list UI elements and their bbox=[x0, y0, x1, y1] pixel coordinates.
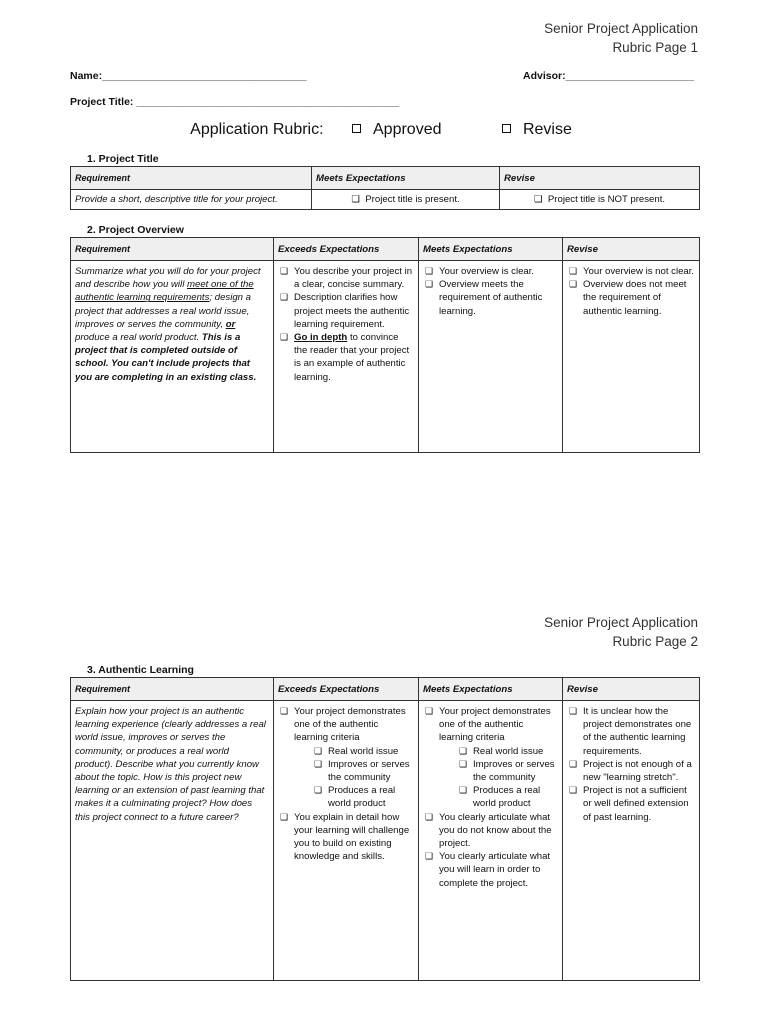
sub-criteria-item: ❏ Real world issue bbox=[312, 745, 414, 758]
col-header: Exceeds Expectations bbox=[274, 678, 419, 701]
revise-checkbox-icon[interactable] bbox=[502, 124, 511, 133]
checkbox-icon: ❏ bbox=[351, 194, 360, 205]
criteria-text: Your project demonstrates one of the authentic learning criteria bbox=[294, 706, 406, 744]
col-header: Revise bbox=[563, 238, 700, 261]
requirement-cell bbox=[71, 261, 274, 453]
meets-cell bbox=[312, 190, 500, 210]
criteria-item: ❏ You clearly articulate what you do not know about the project. bbox=[423, 811, 558, 851]
checkbox-icon: ❏ bbox=[533, 194, 543, 205]
name-field[interactable]: Name:___________________________________ bbox=[70, 70, 307, 82]
criteria-text: Your project demonstrates one of the authentic learning criteria bbox=[439, 706, 551, 744]
col-header: Revise bbox=[563, 678, 700, 701]
criteria-item: ❏ You explain in detail how your learning will challenge you to build on existing knowledge and skills. bbox=[278, 811, 414, 864]
header-line: Senior Project Application bbox=[544, 615, 698, 630]
sub-criteria-item: ❏ Real world issue bbox=[457, 745, 558, 758]
req-or: or bbox=[225, 318, 236, 330]
col-header: Exceeds Expectations bbox=[274, 238, 419, 261]
section-title: 3. Authentic Learning bbox=[87, 664, 194, 676]
exceeds-cell bbox=[274, 701, 419, 981]
criteria-item: ❏ Overview does not meet the requirement of authentic learning. bbox=[567, 278, 695, 318]
req-text: produce a real world product. bbox=[75, 332, 202, 344]
header-line: Rubric Page 1 bbox=[612, 40, 698, 55]
revise-cell bbox=[500, 190, 700, 210]
revise-cell bbox=[563, 261, 700, 453]
revise-text: Project title is NOT present. bbox=[547, 194, 666, 205]
approved-label: Approved bbox=[373, 121, 442, 138]
meets-cell bbox=[419, 261, 563, 453]
approved-checkbox-icon[interactable] bbox=[352, 124, 361, 133]
header-line: Senior Project Application bbox=[544, 21, 698, 36]
revise-cell bbox=[563, 701, 700, 981]
project-title-field[interactable]: Project Title: _____________________________________________ bbox=[70, 96, 400, 108]
criteria-item: ❏ Your overview is not clear. bbox=[567, 265, 695, 278]
criteria-item: ❏ Project is not a sufficient or well defined extension of past learning. bbox=[567, 784, 695, 824]
section-title: 1. Project Title bbox=[87, 153, 159, 165]
rubric-title-row bbox=[0, 121, 768, 139]
col-header: Requirement bbox=[71, 167, 312, 190]
rubric-title: Application Rubric: bbox=[190, 121, 324, 138]
criteria-item: ❏ Your overview is clear. bbox=[423, 265, 558, 278]
col-header: Meets Expectations bbox=[419, 238, 563, 261]
sub-criteria-item: ❏ Improves or serves the community bbox=[312, 758, 414, 784]
page1-header bbox=[544, 19, 698, 57]
col-header: Revise bbox=[500, 167, 700, 190]
project-overview-table bbox=[70, 237, 700, 453]
page2-header bbox=[544, 613, 698, 651]
col-header: Requirement bbox=[71, 238, 274, 261]
requirement-cell: Provide a short, descriptive title for your project. bbox=[71, 190, 312, 210]
revise-label: Revise bbox=[522, 121, 572, 138]
col-header: Meets Expectations bbox=[419, 678, 563, 701]
criteria-item bbox=[278, 705, 414, 811]
criteria-item: ❏ You describe your project in a clear, concise summary. bbox=[278, 265, 414, 291]
sub-criteria-item: ❏ Produces a real world product bbox=[312, 784, 414, 810]
requirement-cell: Explain how your project is an authentic learning experience (clearly addresses a real world issue, improves or serves the community, or produces a real world product). Describe what you currently know about the topic. How is this project new learning or an extension of past learning that makes it a culminating project? How does this project connect to a future career? bbox=[71, 701, 274, 981]
col-header: Meets Expectations bbox=[312, 167, 500, 190]
col-header: Requirement bbox=[71, 678, 274, 701]
meets-cell bbox=[419, 701, 563, 981]
sub-criteria-item: ❏ Improves or serves the community bbox=[457, 758, 558, 784]
criteria-item: ❏ You clearly articulate what you will learn in order to complete the project. bbox=[423, 850, 558, 890]
advisor-field[interactable]: Advisor:______________________ bbox=[523, 70, 695, 82]
criteria-item: ❏ Description clarifies how project meets the authentic learning requirement. bbox=[278, 291, 414, 331]
project-title-table bbox=[70, 166, 700, 210]
criteria-item: ❏ It is unclear how the project demonstrates one of the authentic learning requirements. bbox=[567, 705, 695, 758]
criteria-text: to convince the reader that your project is an example of authentic learning. bbox=[294, 332, 410, 383]
req-underlined: meet one of the authentic learning requirements bbox=[75, 279, 254, 304]
header-line: Rubric Page 2 bbox=[612, 634, 698, 649]
exceeds-cell bbox=[274, 261, 419, 453]
sub-criteria-item: ❏ Produces a real world product bbox=[457, 784, 558, 810]
criteria-item bbox=[423, 705, 558, 811]
criteria-item: ❏ Project is not enough of a new "learning stretch". bbox=[567, 758, 695, 784]
req-text: Summarize what you will do for your project and describe how you will bbox=[75, 266, 261, 291]
section-title: 2. Project Overview bbox=[87, 224, 184, 236]
req-bold: This is a project that is completed outside of school. You can't include projects that you are completing in an existing class. bbox=[75, 332, 257, 383]
meets-text: Project title is present. bbox=[365, 194, 460, 205]
criteria-item: ❏ Overview meets the requirement of authentic learning. bbox=[423, 278, 558, 318]
criteria-item bbox=[278, 331, 414, 384]
authentic-learning-table bbox=[70, 677, 700, 981]
go-in-depth: Go in depth bbox=[294, 332, 348, 344]
req-text: ; design a project that addresses a real world issue, improves or serves the community, bbox=[75, 292, 252, 330]
